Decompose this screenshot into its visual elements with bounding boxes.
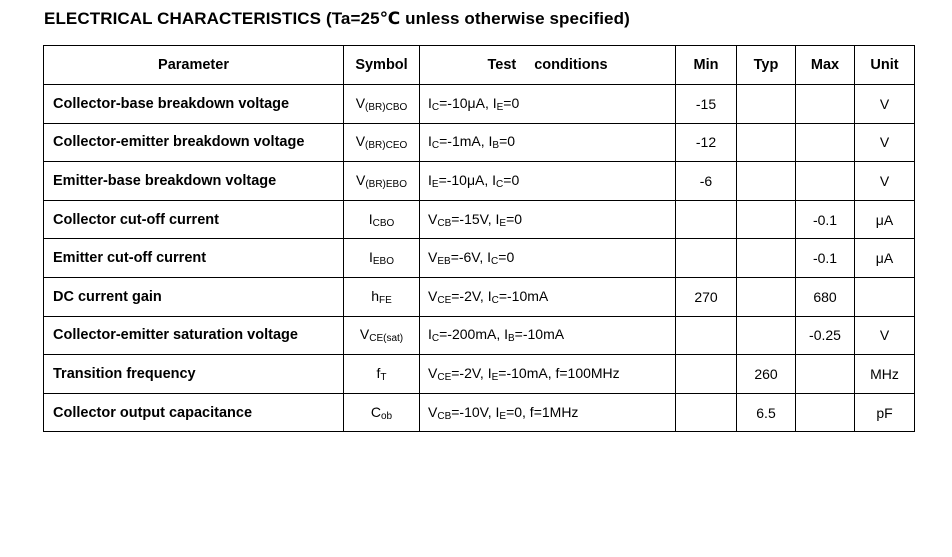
typ-cell xyxy=(737,316,796,355)
unit-cell: V xyxy=(855,316,915,355)
condition-subscript: C xyxy=(491,294,499,306)
symbol-subscript: CBO xyxy=(372,217,395,229)
symbol-main: V xyxy=(355,94,366,111)
symbol-cell xyxy=(344,277,420,316)
unit-cell: μA xyxy=(855,200,915,239)
min-cell xyxy=(676,239,737,278)
condition-text: =0 xyxy=(498,249,515,266)
table-row xyxy=(44,239,915,278)
condition-subscript: E xyxy=(491,371,499,383)
condition-text: =0 xyxy=(503,171,520,188)
table-row xyxy=(44,355,915,394)
symbol-subscript: EBO xyxy=(372,256,394,268)
condition-text: =-10μA, I xyxy=(438,171,497,188)
max-cell xyxy=(796,85,855,124)
symbol-cell xyxy=(344,200,420,239)
conditions-cell xyxy=(420,200,676,239)
max-cell xyxy=(796,162,855,201)
parameter-cell: Transition frequency xyxy=(44,355,344,394)
unit-cell: μA xyxy=(855,239,915,278)
condition-text: =0 xyxy=(503,94,520,111)
typ-cell xyxy=(737,239,796,278)
condition-subscript: C xyxy=(431,140,440,152)
conditions-cell xyxy=(420,123,676,162)
conditions-cell xyxy=(420,316,676,355)
header-typ: Typ xyxy=(737,46,796,85)
table-body xyxy=(44,85,915,432)
min-cell xyxy=(676,393,737,432)
condition-subscript: CB xyxy=(437,410,452,422)
table-row xyxy=(44,200,915,239)
condition-text: =-15V, I xyxy=(451,210,500,227)
parameter-cell: Collector output capacitance xyxy=(44,393,344,432)
condition-subscript: E xyxy=(499,410,507,422)
symbol-subscript: (BR)CBO xyxy=(365,101,408,113)
condition-subscript: E xyxy=(431,178,439,190)
condition-text: V xyxy=(428,210,438,227)
parameter-cell: Collector-emitter saturation voltage xyxy=(44,316,344,355)
min-cell: 270 xyxy=(676,277,737,316)
symbol-main: V xyxy=(355,171,366,188)
table-header-row xyxy=(44,46,915,85)
max-cell: 680 xyxy=(796,277,855,316)
condition-text: =0, f=1MHz xyxy=(506,403,579,420)
table-row xyxy=(44,162,915,201)
symbol-subscript: CE(sat) xyxy=(369,333,404,345)
symbol-cell xyxy=(344,355,420,394)
symbol-cell xyxy=(344,123,420,162)
max-cell xyxy=(796,393,855,432)
electrical-characteristics-table xyxy=(43,45,915,432)
condition-text: =-200mA, I xyxy=(439,326,508,343)
page-title: ELECTRICAL CHARACTERISTICS (Ta=25℃ unless otherwise specified) xyxy=(44,9,630,28)
table-row xyxy=(44,277,915,316)
symbol-cell xyxy=(344,162,420,201)
condition-text: V xyxy=(428,287,438,304)
table-row xyxy=(44,123,915,162)
symbol-main: h xyxy=(371,287,379,304)
condition-subscript: B xyxy=(492,140,500,152)
min-cell xyxy=(676,316,737,355)
condition-subscript: B xyxy=(508,333,515,345)
symbol-main: V xyxy=(359,326,370,343)
symbol-subscript: FE xyxy=(379,294,392,306)
header-test-conditions xyxy=(420,46,676,85)
header-symbol: Symbol xyxy=(344,46,420,85)
unit-cell: pF xyxy=(855,393,915,432)
condition-text: =-6V, I xyxy=(450,249,492,266)
typ-cell xyxy=(737,162,796,201)
condition-subscript: C xyxy=(491,256,499,268)
symbol-main: f xyxy=(376,364,381,381)
condition-subscript: E xyxy=(499,217,507,229)
min-cell xyxy=(676,355,737,394)
conditions-cell xyxy=(420,239,676,278)
condition-subscript: C xyxy=(496,178,504,190)
table-row xyxy=(44,316,915,355)
conditions-cell xyxy=(420,277,676,316)
typ-cell xyxy=(737,123,796,162)
symbol-main: C xyxy=(370,403,381,420)
condition-text: I xyxy=(428,94,432,111)
conditions-cell xyxy=(420,85,676,124)
condition-subscript: CE xyxy=(437,371,452,383)
condition-text: =-10mA, f=100MHz xyxy=(498,364,620,381)
typ-cell xyxy=(737,200,796,239)
symbol-cell xyxy=(344,393,420,432)
symbol-main: I xyxy=(368,249,373,266)
condition-subscript: E xyxy=(496,101,504,113)
condition-text: I xyxy=(428,326,432,343)
min-cell: -6 xyxy=(676,162,737,201)
header-test: Test xyxy=(487,57,517,73)
condition-text: =0 xyxy=(506,210,523,227)
conditions-cell xyxy=(420,162,676,201)
typ-cell xyxy=(737,85,796,124)
max-cell xyxy=(796,355,855,394)
condition-subscript: C xyxy=(431,333,440,345)
symbol-main: I xyxy=(368,210,373,227)
parameter-cell: Emitter cut-off current xyxy=(44,239,344,278)
typ-cell: 6.5 xyxy=(737,393,796,432)
header-min: Min xyxy=(676,46,737,85)
condition-subscript: EB xyxy=(437,256,451,268)
condition-text: =-1mA, I xyxy=(439,133,493,150)
symbol-cell xyxy=(344,316,420,355)
condition-text: =-10mA xyxy=(514,326,565,343)
max-cell: -0.25 xyxy=(796,316,855,355)
condition-text: =-10μA, I xyxy=(439,94,497,111)
symbol-subscript: T xyxy=(380,371,387,383)
condition-text: =-2V, I xyxy=(451,287,492,304)
parameter-cell: Collector-emitter breakdown voltage xyxy=(44,123,344,162)
condition-text: V xyxy=(428,364,438,381)
parameter-cell: Collector cut-off current xyxy=(44,200,344,239)
condition-text: I xyxy=(428,133,432,150)
typ-cell xyxy=(737,277,796,316)
condition-text: V xyxy=(428,403,438,420)
symbol-subscript: (BR)EBO xyxy=(365,178,407,190)
max-cell xyxy=(796,123,855,162)
parameter-cell: Collector-base breakdown voltage xyxy=(44,85,344,124)
parameter-cell: DC current gain xyxy=(44,277,344,316)
unit-cell xyxy=(855,277,915,316)
unit-cell: MHz xyxy=(855,355,915,394)
min-cell xyxy=(676,200,737,239)
symbol-subscript: (BR)CEO xyxy=(365,140,408,152)
symbol-main: V xyxy=(355,133,366,150)
condition-text: V xyxy=(428,249,438,266)
symbol-subscript: ob xyxy=(381,410,393,422)
condition-text: =-10V, I xyxy=(451,403,500,420)
condition-text: I xyxy=(428,171,432,188)
condition-subscript: CE xyxy=(437,294,452,306)
condition-text: =-2V, I xyxy=(451,364,492,381)
max-cell: -0.1 xyxy=(796,200,855,239)
table-row xyxy=(44,85,915,124)
symbol-cell xyxy=(344,85,420,124)
typ-cell: 260 xyxy=(737,355,796,394)
unit-cell: V xyxy=(855,85,915,124)
conditions-cell xyxy=(420,355,676,394)
condition-subscript: CB xyxy=(437,217,452,229)
parameter-cell: Emitter-base breakdown voltage xyxy=(44,162,344,201)
unit-cell: V xyxy=(855,123,915,162)
table-row xyxy=(44,393,915,432)
max-cell: -0.1 xyxy=(796,239,855,278)
unit-cell: V xyxy=(855,162,915,201)
header-max: Max xyxy=(796,46,855,85)
header-conditions: conditions xyxy=(534,57,608,73)
conditions-cell xyxy=(420,393,676,432)
min-cell: -15 xyxy=(676,85,737,124)
header-parameter: Parameter xyxy=(44,46,344,85)
symbol-cell xyxy=(344,239,420,278)
min-cell: -12 xyxy=(676,123,737,162)
condition-text: =-10mA xyxy=(498,287,549,304)
header-unit: Unit xyxy=(855,46,915,85)
condition-subscript: C xyxy=(431,101,440,113)
condition-text: =0 xyxy=(499,133,516,150)
